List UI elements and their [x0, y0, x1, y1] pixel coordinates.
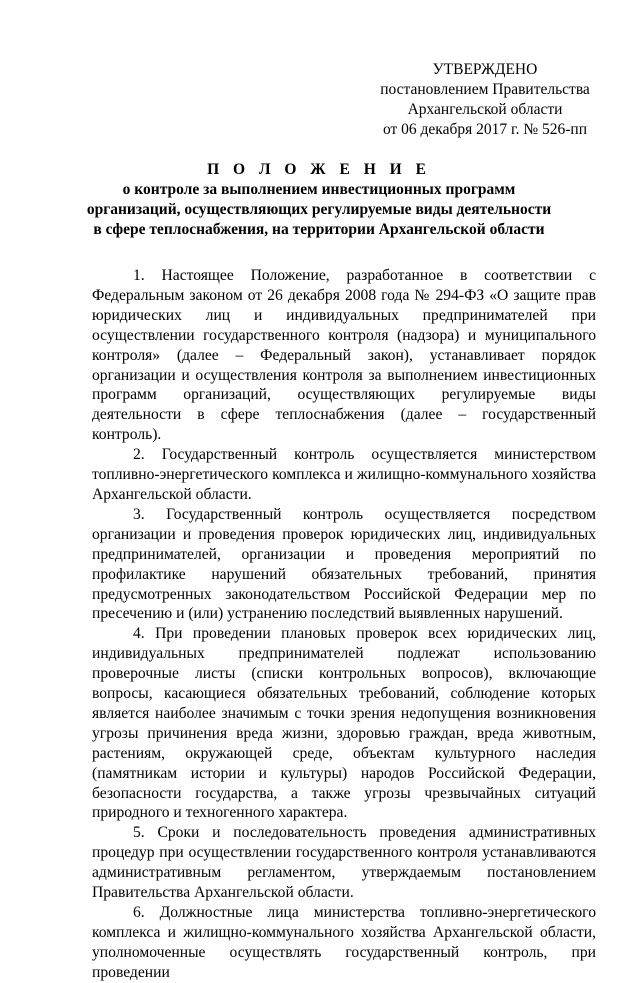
title-heading: П О Л О Ж Е Н И Е: [207, 161, 431, 178]
paragraph-5: 5. Сроки и последовательность проведения административных процедур при осуществлении государственного контроля устанавливаются административным регламентом, утверждаемым постановлением Правительства Архангельской области.: [92, 824, 596, 902]
title-line-1: о контроле за выполнением инвестиционных программ: [122, 181, 516, 198]
paragraph-1: 1. Настоящее Положение, разработанное в соответствии с Федеральным законом от 26 декабря 2008 года № 294-ФЗ «О защите прав юридических лиц и индивидуальных предпринимателей при осуществлении государственного контроля (надзора) и муниципального контроля» (далее – Федеральный закон), устанавливает порядок организации и осуществления контроля за выполнением инвестиционных программ организаций, осуществляющих регулируемые виды деятельности в сфере теплоснабжения (далее – государственный контроль).: [92, 267, 596, 444]
approval-authority: постановлением Правительства: [380, 81, 590, 98]
document-title: [30, 160, 608, 240]
approval-region: Архангельской области: [407, 101, 563, 118]
approval-heading: УТВЕРЖДЕНО: [432, 61, 538, 78]
paragraph-6: 6. Должностные лица министерства топливно-энергетического комплекса и жилищно-коммунального хозяйства Архангельской области, уполномоченные осуществлять государственный контроль, при проведении: [92, 904, 596, 981]
approval-date-number: от 06 декабря 2017 г. № 526-пп: [382, 121, 588, 138]
approval-stamp: [360, 60, 610, 140]
paragraph-3: 3. Государственный контроль осуществляется посредством организации и проведения проверок юридических лиц, индивидуальных предпринимателей, организации и проведения мероприятий по профилактике нарушений обязательных требований, принятия предусмотренных законодательством Российской Федерации мер по пресечению и (или) устранению последствий выявленных нарушений.: [92, 505, 596, 623]
title-line-3: в сфере теплоснабжения, на территории Архангельской области: [93, 221, 545, 238]
title-line-2: организаций, осуществляющих регулируемые виды деятельности: [86, 201, 552, 218]
document-body: [92, 266, 596, 983]
paragraph-4: 4. При проведении плановых проверок всех юридических лиц, индивидуальных предпринимателей подлежат использованию проверочные листы (списки контрольных вопросов), включающие вопросы, касающиеся обязательных требований, соблюдение которых является наиболее значимым с точки зрения недопущения возникновения угрозы причинения вреда жизни, здоровью граждан, вреда животным, растениям, окружающей среде, объектам культурного наследия (памятникам истории и культуры) народов Российской Федерации, безопасности государства, а также угрозы чрезвычайных ситуаций природного и техногенного характера.: [92, 625, 596, 822]
paragraph-2: 2. Государственный контроль осуществляется министерством топливно-энергетического комплекса и жилищно-коммунального хозяйства Архангельской области.: [92, 446, 596, 503]
